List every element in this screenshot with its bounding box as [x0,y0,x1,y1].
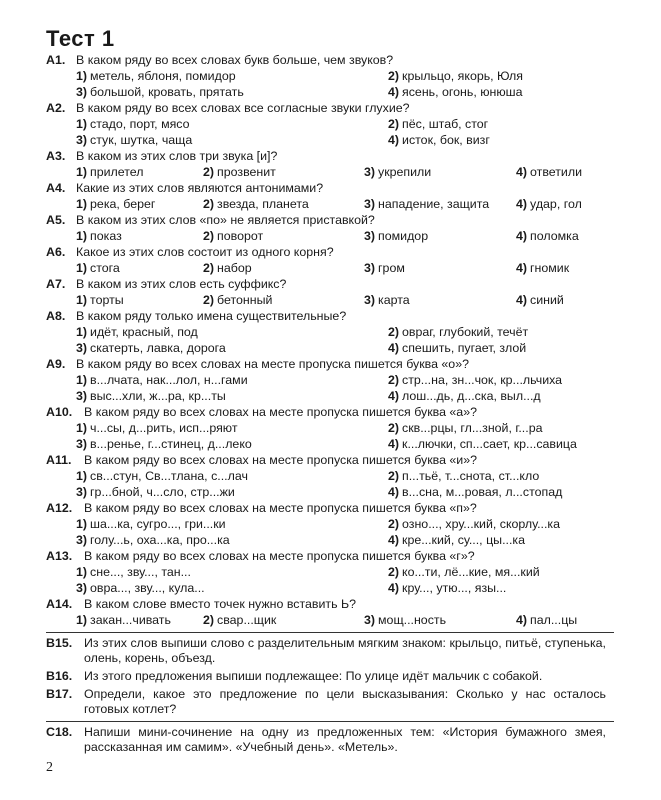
option-text: гр...бной, ч...сло, стр...жи [90,485,235,499]
options-row [46,164,606,180]
answer-option-4 [388,340,526,356]
option-text: показ [90,229,122,243]
question-10 [46,404,606,452]
answer-option-2 [388,420,542,436]
option-number: 1) [76,421,88,435]
option-number: 4) [388,341,400,355]
question-text: В каком ряду во всех словах на месте пропуска пишется буква «о»? [76,357,469,371]
option-number: 3) [364,165,376,179]
option-text: в...ренье, г...стинец, д...леко [90,437,252,451]
question-line [46,148,606,164]
option-number: 1) [76,69,88,83]
option-number: 3) [76,341,88,355]
answer-option-3 [364,612,446,628]
answer-option-4 [388,484,562,500]
question-line [46,500,606,516]
options-row [46,196,606,212]
option-number: 4) [516,261,528,275]
question-3 [46,148,606,180]
question-text: В каком из этих слов «по» не является приставкой? [76,213,375,227]
question-text: Какие из этих слов являются антонимами? [76,181,324,195]
question-number: А13. [46,549,73,563]
option-number: 2) [388,469,400,483]
options-row [46,228,606,244]
answer-option-3 [364,196,489,212]
option-text: бетонный [217,293,273,307]
option-text: прозвенит [217,165,276,179]
answer-option-2 [203,164,276,180]
answer-option-1 [76,260,120,276]
option-number: 2) [203,261,215,275]
option-text: св...стун, Св...тлана, с...лач [90,469,248,483]
answer-option-2 [203,292,272,308]
option-text: метель, яблоня, помидор [90,69,236,83]
answer-option-2 [388,516,560,532]
option-number: 3) [76,133,88,147]
question-line [46,548,606,564]
option-text: удар, гол [530,197,582,211]
option-number: 1) [76,469,88,483]
option-number: 4) [388,133,400,147]
answer-option-4 [516,196,582,212]
answer-option-2 [388,468,539,484]
question-text: В каком ряду во всех словах все согласные звуки глухие? [76,101,410,115]
question-line [46,52,606,68]
option-text: река, берег [90,197,156,211]
question-text: В каком слове вместо точек нужно вставить Ь? [84,597,357,611]
question-13 [46,548,606,596]
option-text: идёт, красный, под [90,325,198,339]
option-number: 2) [203,197,215,211]
answer-option-1 [76,116,190,132]
option-number: 3) [76,85,88,99]
options-row [46,420,606,436]
option-number: 1) [76,117,88,131]
answer-option-4 [388,388,541,404]
option-number: 4) [388,85,400,99]
option-text: ответили [530,165,582,179]
option-number: 1) [76,197,88,211]
option-text: прилетел [90,165,144,179]
options-row [46,324,606,340]
task-part_c-1 [46,725,606,755]
option-text: стр...на, зн...чок, кр...льчиха [402,373,563,387]
option-number: 1) [76,325,88,339]
option-text: скатерть, лавка, дорога [90,341,226,355]
option-number: 4) [516,613,528,627]
option-number: 1) [76,165,88,179]
options-row [46,516,606,532]
question-text: В каком из этих слов есть суффикс? [76,277,287,291]
option-text: карта [378,293,410,307]
option-number: 3) [364,261,376,275]
answer-option-4 [388,84,522,100]
question-number: А12. [46,501,73,515]
section-divider [46,632,614,633]
question-4 [46,180,606,212]
option-text: гром [378,261,405,275]
answer-option-2 [388,564,540,580]
question-text: В каком ряду во всех словах на месте пропуска пишется буква «а»? [84,405,477,419]
option-number: 1) [76,293,88,307]
answer-option-1 [76,468,248,484]
question-number: А2. [46,101,66,115]
question-list [46,52,606,758]
question-number: А8. [46,309,66,323]
task-text: Определи, какое это предложение по цели высказывания: Сколько у нас осталось готовых котлет? [84,687,606,716]
question-line [46,212,606,228]
option-text: в...сна, м...ровая, л...стопад [402,485,563,499]
options-row [46,580,606,596]
task-number: В15. [46,636,73,650]
question-text: В каком ряду только имена существительные? [76,309,347,323]
answer-option-4 [516,292,564,308]
question-14 [46,596,606,628]
question-number: А10. [46,405,73,419]
task-number: В17. [46,687,73,701]
option-number: 2) [388,69,400,83]
page-number: 2 [46,760,53,775]
answer-option-2 [203,612,276,628]
answer-option-3 [76,84,244,100]
option-number: 2) [388,421,400,435]
option-number: 3) [364,293,376,307]
option-number: 1) [76,613,88,627]
option-number: 3) [364,613,376,627]
option-number: 4) [388,581,400,595]
task-part_b-1 [46,636,606,666]
option-number: 1) [76,373,88,387]
option-number: 1) [76,517,88,531]
option-text: овра..., зву..., кула... [90,581,205,595]
option-number: 2) [388,517,400,531]
option-text: укрепили [378,165,432,179]
option-number: 1) [76,565,88,579]
answer-option-4 [388,436,577,452]
question-number: А14. [46,597,73,611]
option-number: 2) [203,229,215,243]
option-number: 2) [388,325,400,339]
option-number: 2) [388,373,400,387]
option-number: 2) [203,613,215,627]
options-row [46,612,606,628]
option-text: торты [90,293,124,307]
question-line [46,596,606,612]
option-number: 4) [388,389,400,403]
answer-option-3 [364,228,428,244]
option-text: поворот [217,229,264,243]
option-text: голу...ь, оха...ка, про...ка [90,533,230,547]
option-text: закан...чивать [90,613,171,627]
answer-option-3 [76,436,252,452]
option-number: 2) [388,117,400,131]
section-divider [46,721,614,722]
option-text: кре...кий, су..., цы...ка [402,533,525,547]
option-text: ко...ти, лё...кие, мя...кий [402,565,540,579]
options-row [46,436,606,452]
option-text: к...лючки, сп...сает, кр...савица [402,437,577,451]
answer-option-3 [76,580,205,596]
option-text: крыльцо, якорь, Юля [402,69,523,83]
option-text: овраг, глубокий, течёт [402,325,529,339]
question-text: В каком ряду во всех словах на месте пропуска пишется буква «п»? [84,501,477,515]
task-text: Из этого предложения выпиши подлежащее: По улице идёт мальчик с собакой. [84,669,543,683]
option-number: 4) [516,293,528,307]
question-line [46,244,606,260]
option-text: свар...щик [217,613,277,627]
option-text: синий [530,293,564,307]
option-number: 1) [76,261,88,275]
question-text: В каком ряду во всех словах букв больше, чем звуков? [76,53,394,67]
option-text: кру..., утю..., язы... [402,581,507,595]
option-text: скв...рцы, гл...зной, г...ра [402,421,543,435]
question-9 [46,356,606,404]
option-text: помидор [378,229,429,243]
question-text: В каком ряду во всех словах на месте пропуска пишется буква «и»? [84,453,478,467]
answer-option-4 [388,132,490,148]
answer-option-1 [76,164,144,180]
question-number: А6. [46,245,66,259]
answer-option-1 [76,196,155,212]
question-number: А7. [46,277,66,291]
options-row [46,372,606,388]
page-title: Тест 1 [46,26,115,51]
option-text: мощ...ность [378,613,447,627]
answer-option-2 [388,68,523,84]
option-number: 3) [364,229,376,243]
option-text: ч...сы, д...рить, исп...ряют [90,421,238,435]
answer-option-2 [203,196,309,212]
option-number: 4) [388,533,400,547]
question-line [46,180,606,196]
answer-option-1 [76,324,198,340]
question-number: А1. [46,53,66,67]
task-number: В16. [46,669,73,683]
question-number: А5. [46,213,66,227]
option-number: 3) [364,197,376,211]
task-text: Из этих слов выпиши слово с разделительным мягким знаком: крыльцо, питьё, ступенька, олень, корень, объезд. [84,636,606,665]
answer-option-1 [76,516,226,532]
question-5 [46,212,606,244]
option-number: 2) [388,565,400,579]
option-number: 4) [388,485,400,499]
question-number: А9. [46,357,66,371]
option-text: стадо, порт, мясо [90,117,190,131]
option-text: звезда, планета [217,197,309,211]
answer-option-1 [76,420,238,436]
answer-option-3 [364,292,410,308]
question-number: А3. [46,149,66,163]
question-line [46,100,606,116]
option-text: стога [90,261,120,275]
option-text: п...тьё, т...снота, ст...кло [402,469,540,483]
task-part_b-3 [46,687,606,717]
options-row [46,116,606,132]
options-row [46,84,606,100]
answer-option-1 [76,372,248,388]
answer-option-2 [388,372,562,388]
answer-option-1 [76,612,171,628]
answer-option-2 [388,324,528,340]
answer-option-2 [388,116,488,132]
options-row [46,340,606,356]
option-text: пёс, штаб, стог [402,117,489,131]
answer-option-3 [364,164,431,180]
options-row [46,68,606,84]
option-text: стук, шутка, чаща [90,133,193,147]
question-12 [46,500,606,548]
option-number: 3) [76,437,88,451]
answer-option-3 [76,388,226,404]
option-text: в...лчата, нак...лол, н...гами [90,373,248,387]
answer-option-1 [76,228,122,244]
task-text: Напиши мини-сочинение на одну из предложенных тем: «История бумажного змея, рассказанная им самим». «Учебный день». «Метель». [84,725,606,754]
question-line [46,452,606,468]
option-text: набор [217,261,252,275]
answer-option-1 [76,292,124,308]
question-line [46,356,606,372]
question-8 [46,308,606,356]
answer-option-3 [364,260,405,276]
options-row [46,132,606,148]
question-2 [46,100,606,148]
answer-option-4 [516,612,577,628]
answer-option-4 [516,164,582,180]
answer-option-3 [76,484,235,500]
answer-option-4 [516,260,569,276]
question-line [46,276,606,292]
option-number: 2) [203,165,215,179]
task-part_b-2 [46,669,606,684]
question-6 [46,244,606,276]
option-text: сне..., зву..., тан... [90,565,191,579]
options-row [46,532,606,548]
option-number: 3) [76,389,88,403]
question-text: Какое из этих слов состоит из одного корня? [76,245,334,259]
answer-option-2 [203,228,263,244]
option-number: 4) [516,165,528,179]
question-line [46,404,606,420]
task-number: С18. [46,725,73,739]
option-number: 3) [76,485,88,499]
question-number: А11. [46,453,72,467]
option-text: большой, кровать, прятать [90,85,244,99]
option-number: 2) [203,293,215,307]
option-number: 1) [76,229,88,243]
question-7 [46,276,606,308]
option-text: поломка [530,229,579,243]
option-number: 3) [76,581,88,595]
option-text: ясень, огонь, юнюша [402,85,523,99]
answer-option-3 [76,132,192,148]
option-text: лош...дь, д...ска, выл...д [402,389,541,403]
option-number: 4) [516,229,528,243]
option-number: 3) [76,533,88,547]
answer-option-4 [388,532,525,548]
options-row [46,292,606,308]
options-row [46,484,606,500]
option-text: нападение, защита [378,197,490,211]
option-text: пал...цы [530,613,578,627]
option-number: 4) [516,197,528,211]
question-number: А4. [46,181,66,195]
option-text: выс...хли, ж...ра, кр...ты [90,389,226,403]
answer-option-2 [203,260,252,276]
answer-option-1 [76,564,191,580]
option-text: спешить, пугает, злой [402,341,527,355]
answer-option-3 [76,340,226,356]
option-text: озно..., хру...кий, скорлу...ка [402,517,560,531]
option-text: ша...ка, сугро..., гри...ки [90,517,226,531]
answer-option-3 [76,532,230,548]
answer-option-4 [516,228,579,244]
options-row [46,564,606,580]
question-1 [46,52,606,100]
options-row [46,260,606,276]
option-text: исток, бок, визг [402,133,490,147]
question-text: В каком ряду во всех словах на месте пропуска пишется буква «г»? [84,549,475,563]
option-text: гномик [530,261,570,275]
question-11 [46,452,606,500]
option-number: 4) [388,437,400,451]
answer-option-1 [76,68,236,84]
question-line [46,308,606,324]
question-text: В каком из этих слов три звука [и]? [76,149,278,163]
options-row [46,468,606,484]
options-row [46,388,606,404]
answer-option-4 [388,580,506,596]
